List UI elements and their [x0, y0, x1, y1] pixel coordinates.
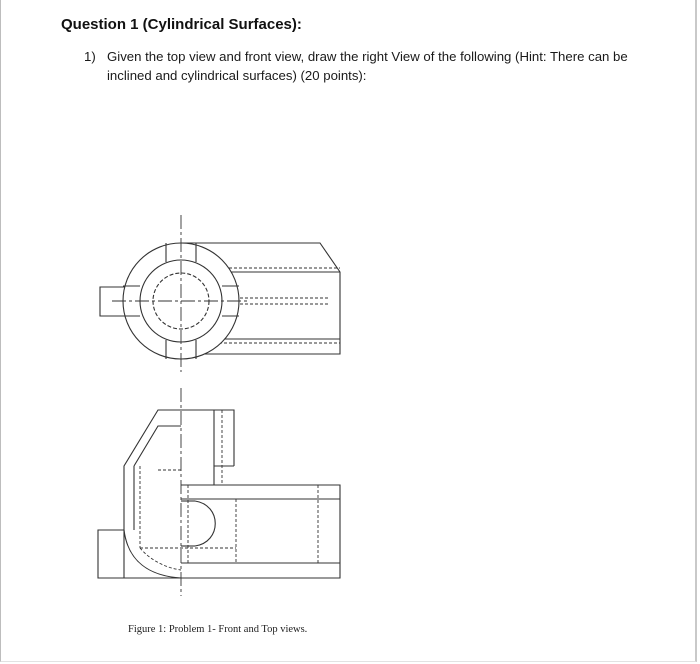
front-view-fillet-curve [124, 530, 181, 578]
front-view-notch [214, 466, 234, 485]
figure-caption: Figure 1: Problem 1- Front and Top views. [128, 624, 308, 635]
front-view [98, 388, 340, 596]
front-view-inclined-inner-edge [134, 426, 181, 466]
question-heading: Question 1 (Cylindrical Surfaces): [61, 16, 302, 33]
front-view-left-tab [98, 530, 124, 578]
item-text: Given the top view and front view, draw the right View of the following (Hint: There can be inclined and cylindrical surfaces) (20 points): [107, 49, 628, 83]
front-view-semicircle-slot [195, 501, 215, 546]
top-view [100, 215, 340, 372]
front-view-hidden-curve [140, 548, 181, 570]
item-number: 1) [84, 49, 96, 64]
